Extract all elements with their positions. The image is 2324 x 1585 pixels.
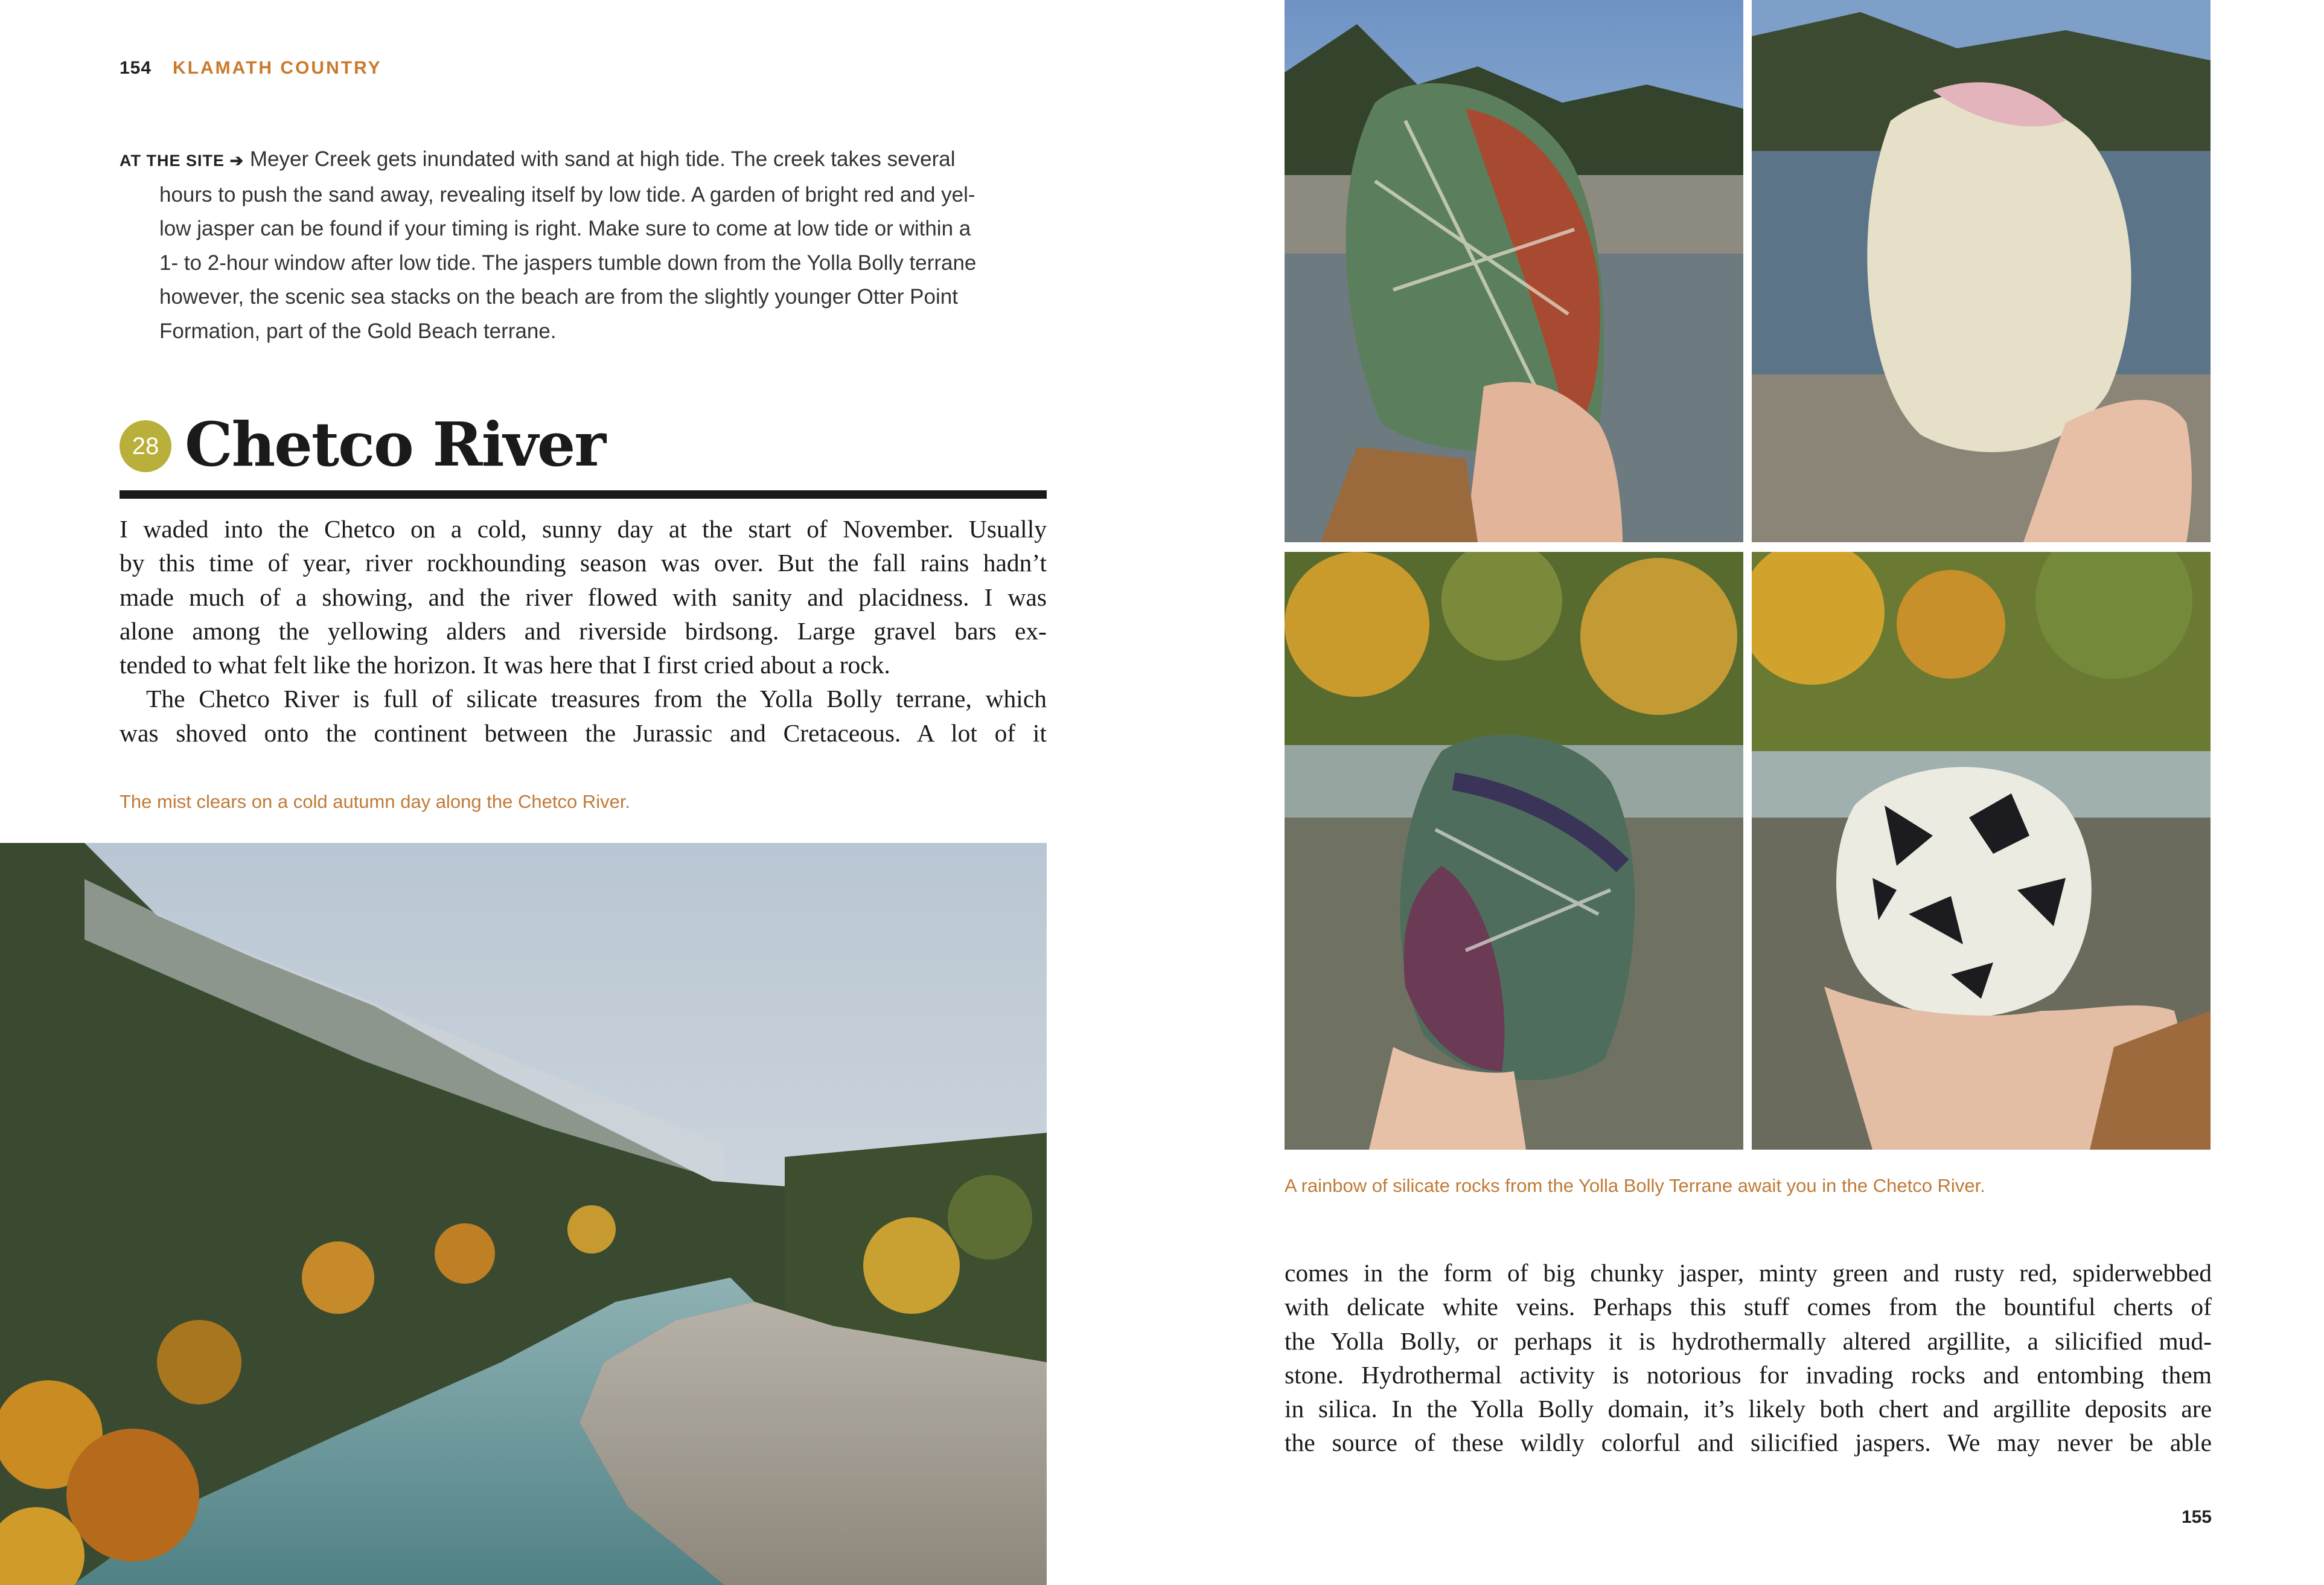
at-the-site-line: Meyer Creek gets inundated with sand at high tide. The creek takes several	[249, 147, 956, 171]
river-photo	[0, 843, 1047, 1585]
at-the-site-line: 1- to 2-hour window after low tide. The jaspers tumble down from the Yolla Bolly terrane	[159, 251, 977, 275]
body-line: by this time of year, river rockhounding season was over. But the fall rains hadn’t	[120, 549, 1047, 577]
at-the-site-first-line	[120, 142, 1049, 178]
rock-photo-black-white-rock	[1752, 552, 2211, 1150]
body-line: made much of a showing, and the river flowed with sanity and placidness. I was	[120, 583, 1047, 611]
body-line: comes in the form of big chunky jasper, minty green and rusty red, spiderwebbed	[1285, 1259, 2212, 1287]
section-number-badge: 28	[120, 420, 171, 472]
photo-caption-river: The mist clears on a cold autumn day along the Chetco River.	[120, 791, 631, 812]
at-the-site-block	[120, 142, 1049, 348]
rock-photo-purple-green-jasper	[1285, 552, 1743, 1150]
body-line: I waded into the Chetco on a cold, sunny day at the start of November. Usually	[120, 515, 1047, 543]
body-line: the source of these wildly colorful and silicified jaspers. We may never be able	[1285, 1429, 2212, 1457]
body-line: alone among the yellowing alders and riverside birdsong. Large gravel bars ex-	[120, 616, 1047, 645]
at-the-site-line: Formation, part of the Gold Beach terrane.	[159, 319, 557, 343]
at-the-site-line: low jasper can be found if your timing is right. Make sure to come at low tide or within a	[159, 217, 971, 240]
body-line: The Chetco River is full of silicate treasures from the Yolla Bolly terrane, which	[146, 685, 1047, 713]
body-line: in silica. In the Yolla Bolly domain, it’s likely both chert and argillite deposits are	[1285, 1395, 2212, 1423]
rock-photo-pink-white-rock	[1752, 0, 2211, 542]
body-text-right	[1285, 1256, 2212, 1460]
page-number-right: 155	[2181, 1507, 2212, 1527]
section-divider	[120, 490, 1047, 499]
body-line: was shoved onto the continent between the Jurassic and Cretaceous. A lot of it	[120, 719, 1047, 747]
body-line: the Yolla Bolly, or perhaps it is hydrothermally altered argillite, a silicified mud-	[1285, 1327, 2212, 1355]
at-the-site-line: however, the scenic sea stacks on the beach are from the slightly younger Otter Point	[159, 285, 958, 309]
section-title: Chetco River	[185, 409, 605, 480]
rock-photo-green-red-jasper	[1285, 0, 1743, 542]
at-the-site-line: hours to push the sand away, revealing itself by low tide. A garden of bright red and yel-	[159, 182, 975, 207]
page-number-left: 154	[120, 58, 152, 78]
body-line: stone. Hydrothermal activity is notorious for invading rocks and entombing them	[1285, 1360, 2212, 1389]
running-header-chapter: KLAMATH COUNTRY	[173, 58, 382, 78]
photo-caption-rocks: A rainbow of silicate rocks from the Yolla Bolly Terrane await you in the Chetco River.	[1285, 1175, 1985, 1196]
body-text-left	[120, 512, 1047, 750]
body-line: tended to what felt like the horizon. It was here that I first cried about a rock.	[120, 651, 890, 679]
at-the-site-label: AT THE SITE ➔	[120, 152, 244, 170]
body-line: with delicate white veins. Perhaps this stuff comes from the bountiful cherts of	[1285, 1293, 2212, 1321]
